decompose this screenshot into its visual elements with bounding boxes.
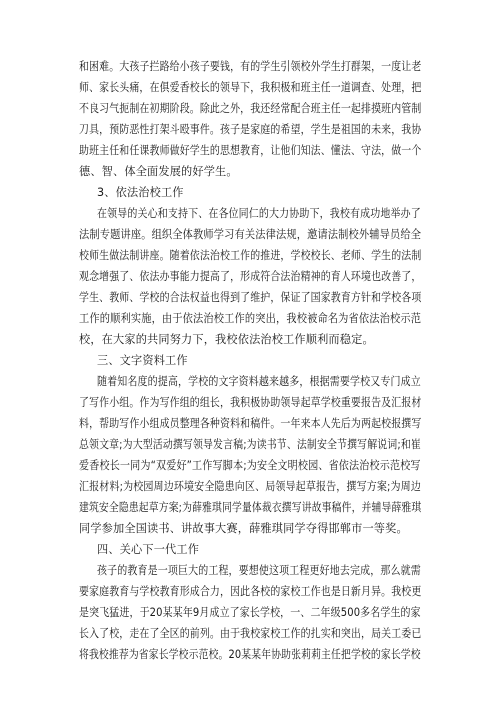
paragraph-line: 学生、教师、学校的合法权益也得到了维护，保证了国家教育方针和学校各项	[79, 291, 422, 304]
paragraph-line: 爱香校长一同为“双爱好”工作写脚本;为安全文明校园、省依法治校示范校写	[79, 459, 421, 472]
paragraph-line: 汇报材料;为校园周边环境安全隐患向区、局领导起草报告，撰写方案;为周边	[79, 480, 421, 493]
paragraph-line: 德、智、体全面发展的好学生。	[79, 165, 238, 178]
section-heading: 四、关心下一代工作	[97, 543, 200, 556]
paragraph-line: 随着知名度的提高，学校的文字资料越来越多，根据需要学校又专门成立	[97, 375, 421, 388]
paragraph-line: 总领文章;为大型活动撰写领导发言稿;为读书节、法制安全节撰写解说词;和崔	[79, 438, 421, 451]
paragraph-line: 在领导的关心和支持下、在各位同仁的大力协助下，我校有成功地举办了	[97, 207, 421, 220]
paragraph-line: 不良习气扼制在初期阶段。除此之外，我还经常配合班主任一起排摸班内管制	[79, 102, 422, 115]
paragraph-line: 是突飞猛进，于20某某年9月成立了家长学校，一、二年级500多名学生的家	[79, 606, 421, 619]
paragraph-line: 建筑安全隐患起草方案;为薛雅琪同学量体裁衣撰写讲故事稿件，并辅导薛雅琪	[79, 501, 422, 514]
paragraph-line: 助班主任和任课教师做好学生的思想教育，让他们知法、懂法、守法，做一个	[79, 144, 422, 157]
paragraph-line: 长入了校，走在了全区的前列。由于我校家校工作的扎实和突出，局关工委已	[79, 627, 422, 640]
paragraph-line: 师、家长头痛，在俱爱香校长的领导下，我积极和班主任一道调查、处理，把	[79, 81, 422, 94]
paragraph-line: 校师生做法制讲座。随着依法治校工作的推进，学校校长、老师、学生的法制	[79, 249, 422, 262]
paragraph-line: 工作的顺利实施，由于依法治校工作的突出，我校被命名为省依法治校示范	[79, 312, 422, 325]
paragraph-line: 刀具，预防恶性打架斗殴事件。孩子是家庭的希望，学生是祖国的未来，我协	[79, 123, 422, 136]
paragraph-line: 和困难。大孩子拦路给小孩子要钱，有的学生引领校外学生打群架，一度让老	[79, 60, 422, 73]
paragraph-line: 同学参加全国读书、讲故事大赛，薛雅琪同学夺得邯郸市一等奖。	[79, 522, 408, 535]
paragraph-line: 要家庭教育与学校教育形成合力，因此各校的家校工作也是日新月异。我校更	[79, 585, 422, 598]
paragraph-line: 将我校推荐为省家长学校示范校。20某某年协助张莉莉主任把学校的家长学校	[79, 648, 421, 661]
paragraph-line: 了写作小组。作为写作组的组长，我积极协助领导起草学校重要报告及汇报材	[79, 396, 422, 409]
section-heading: 3、依法治校工作	[97, 186, 184, 199]
paragraph-line: 校，在大家的共同努力下，我校依法治校工作顺利而稳定。	[79, 333, 374, 346]
paragraph-line: 观念增强了、依法办事能力提高了，形成符合法治精神的育人环境也改善了，	[79, 270, 422, 283]
paragraph-line: 法制专题讲座。组织全体教师学习有关法律法规，邀请法制校外辅导员给全	[79, 228, 422, 241]
paragraph-line: 孩子的教育是一项巨大的工程，要想使这项工程更好地去完成，那么就需	[97, 564, 421, 577]
paragraph-line: 料，帮助写作小组成员整理各种资料和稿件。一年来本人先后为两起校报撰写	[79, 417, 422, 430]
section-heading: 三、文字资料工作	[97, 354, 188, 367]
